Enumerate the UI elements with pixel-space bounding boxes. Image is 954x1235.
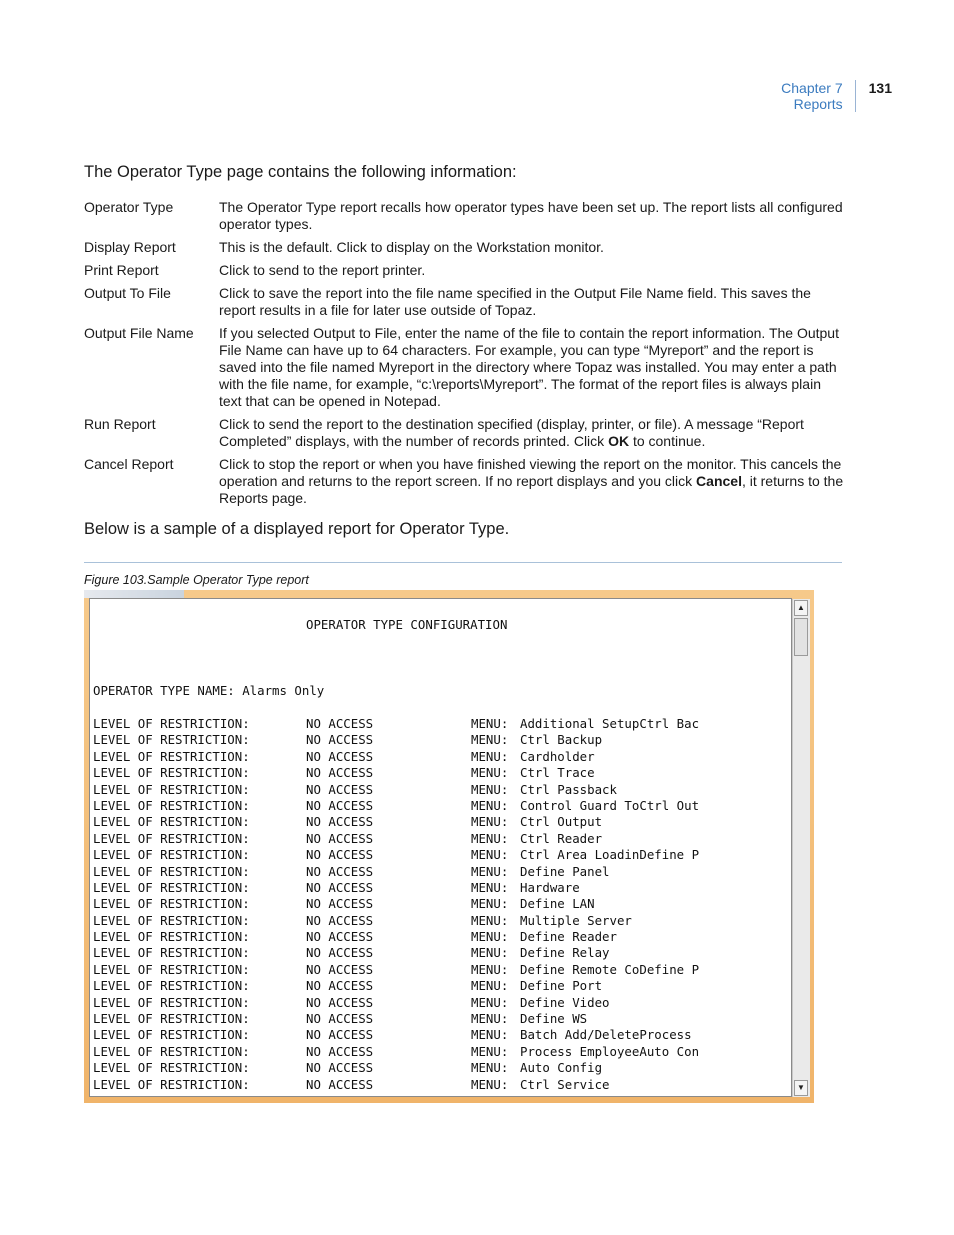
- description-text: to continue.: [629, 433, 706, 449]
- definition-row: [84, 239, 844, 256]
- scrollbar-thumb[interactable]: [794, 618, 808, 656]
- restriction-label: LEVEL OF RESTRICTION:: [93, 929, 250, 945]
- access-value: NO ACCESS: [306, 716, 374, 731]
- chapter-number: Chapter 7: [781, 80, 843, 96]
- menu-name: Define LAN: [520, 896, 595, 912]
- access-value: NO ACCESS: [306, 994, 374, 1010]
- definition-term: Print Report: [84, 262, 159, 278]
- access-value: NO ACCESS: [306, 765, 374, 781]
- restriction-label: LEVEL OF RESTRICTION:: [93, 1076, 250, 1092]
- access-value: NO ACCESS: [306, 945, 374, 961]
- menu-label: MENU:: [471, 797, 509, 813]
- restriction-label: LEVEL OF RESTRICTION:: [93, 814, 250, 830]
- intro-text: The Operator Type page contains the following information:: [84, 163, 517, 181]
- access-value: NO ACCESS: [306, 879, 374, 895]
- description-text: Click to send the report to the destination specified (display, printer, or file). A message “Report Completed” displays, with the number of records printed. Click: [219, 416, 804, 449]
- definition-description: If you selected Output to File, enter the name of the file to contain the report information. The Output File Name can have up to 64 characters. For example, you can type “Myreport” and the report is saved into the file named Myreport in the directory where Topaz was installed. You may enter a path with the file name, for example, “c:\reports\Myreport”. The format of the report files is always plain text that can be opened in Notepad.: [219, 325, 839, 409]
- report-display: [89, 598, 792, 1097]
- sample-intro-text: Below is a sample of a displayed report for Operator Type.: [84, 520, 510, 538]
- definition-description: Click to send to the report printer.: [219, 262, 426, 278]
- restriction-label: LEVEL OF RESTRICTION:: [93, 863, 250, 879]
- definition-description: Click to save the report into the file name specified in the Output File Name field. This saves the report results in a file for later use outside of Topaz.: [219, 285, 811, 318]
- definition-description: This is the default. Click to display on the Workstation monitor.: [219, 239, 604, 255]
- divider: [84, 562, 842, 563]
- menu-name: Define Panel: [520, 863, 610, 879]
- restriction-label: LEVEL OF RESTRICTION:: [93, 961, 250, 977]
- definition-term: Cancel Report: [84, 456, 174, 472]
- access-value: NO ACCESS: [306, 847, 374, 863]
- definition-term: Operator Type: [84, 199, 174, 215]
- restriction-label: LEVEL OF RESTRICTION:: [93, 896, 250, 912]
- access-value: NO ACCESS: [306, 961, 374, 977]
- access-value: NO ACCESS: [306, 1027, 374, 1043]
- report-window: [84, 590, 814, 1103]
- restriction-label: LEVEL OF RESTRICTION:: [93, 1043, 250, 1059]
- scroll-up-button[interactable]: [794, 600, 808, 616]
- down-arrow-icon: ▼: [797, 1083, 805, 1092]
- chapter-label: [781, 80, 855, 112]
- access-value: NO ACCESS: [306, 912, 374, 928]
- menu-label: MENU:: [471, 863, 509, 879]
- restriction-label: LEVEL OF RESTRICTION:: [93, 732, 250, 748]
- description-bold: OK: [608, 433, 630, 449]
- definition-description: [219, 416, 844, 450]
- restriction-label: LEVEL OF RESTRICTION:: [93, 748, 250, 764]
- access-value: NO ACCESS: [306, 830, 374, 846]
- restriction-label: LEVEL OF RESTRICTION:: [93, 765, 250, 781]
- description-bold: Cancel: [696, 473, 742, 489]
- access-value: NO ACCESS: [306, 863, 374, 879]
- definition-term: Run Report: [84, 416, 156, 432]
- restriction-label: LEVEL OF RESTRICTION:: [93, 879, 250, 895]
- menu-label: MENU:: [471, 961, 509, 977]
- restriction-label: LEVEL OF RESTRICTION:: [93, 945, 250, 961]
- menu-name: Ctrl Output: [520, 814, 603, 830]
- restriction-label: LEVEL OF RESTRICTION:: [93, 1011, 250, 1027]
- menu-name: Auto Config: [520, 1060, 603, 1076]
- menu-name: Define WS: [520, 1011, 588, 1027]
- report-title: OPERATOR TYPE CONFIGURATION: [306, 617, 508, 632]
- restriction-label: LEVEL OF RESTRICTION:: [93, 1060, 250, 1076]
- menu-label: MENU:: [471, 978, 509, 994]
- menu-name: Define Video: [520, 994, 610, 1010]
- access-value: NO ACCESS: [306, 781, 374, 797]
- menu-name: Ctrl Backup: [520, 732, 603, 748]
- restriction-label: LEVEL OF RESTRICTION:: [93, 797, 250, 813]
- access-value: NO ACCESS: [306, 1060, 374, 1076]
- access-value: NO ACCESS: [306, 896, 374, 912]
- menu-label: MENU:: [471, 879, 509, 895]
- chapter-title: Reports: [793, 96, 843, 112]
- menu-label: MENU:: [471, 814, 509, 830]
- menu-name: Define Port: [520, 978, 603, 994]
- menu-name: Ctrl Area LoadinDefine P: [520, 847, 700, 863]
- definition-term: Display Report: [84, 239, 176, 255]
- description-text: , it returns to the Reports page.: [219, 473, 844, 506]
- menu-label: MENU:: [471, 1043, 509, 1059]
- access-value: NO ACCESS: [306, 814, 374, 830]
- menu-label: MENU:: [471, 781, 509, 797]
- definition-term: Output File Name: [84, 325, 194, 341]
- menu-name: Ctrl Service: [520, 1076, 610, 1092]
- menu-label: MENU:: [471, 716, 509, 731]
- menu-label: MENU:: [471, 847, 509, 863]
- access-value: NO ACCESS: [306, 978, 374, 994]
- access-value: NO ACCESS: [306, 929, 374, 945]
- definition-term: Output To File: [84, 285, 171, 301]
- restriction-label: LEVEL OF RESTRICTION:: [93, 847, 250, 863]
- up-arrow-icon: ▲: [797, 603, 805, 612]
- page-number: 131: [868, 80, 892, 96]
- menu-label: MENU:: [471, 912, 509, 928]
- menu-label: MENU:: [471, 945, 509, 961]
- menu-name: Hardware: [520, 879, 580, 895]
- menu-label: MENU:: [471, 748, 509, 764]
- page-header: [781, 80, 892, 112]
- restriction-label: LEVEL OF RESTRICTION:: [93, 830, 250, 846]
- access-value: NO ACCESS: [306, 748, 374, 764]
- description-text: Click to stop the report or when you have finished viewing the report on the monitor. This cancels the operation and returns to the report screen. If no report displays and you click: [219, 456, 842, 489]
- menu-name: Cardholder: [520, 748, 595, 764]
- scroll-down-button[interactable]: [794, 1080, 808, 1096]
- menu-name: Ctrl Trace: [520, 765, 595, 781]
- access-value: NO ACCESS: [306, 797, 374, 813]
- menu-label: MENU:: [471, 1027, 509, 1043]
- definition-row: [84, 325, 844, 410]
- definition-description: [219, 456, 844, 507]
- window-title-strip: [84, 590, 184, 598]
- figure-caption: Figure 103.Sample Operator Type report: [84, 573, 309, 587]
- definition-row: [84, 262, 844, 279]
- menu-name: Additional SetupCtrl Bac: [520, 716, 700, 731]
- menu-name: Control Guard ToCtrl Out: [520, 797, 700, 813]
- menu-name: Define Remote CoDefine P: [520, 961, 700, 977]
- access-value: NO ACCESS: [306, 732, 374, 748]
- menu-label: MENU:: [471, 929, 509, 945]
- menu-label: MENU:: [471, 994, 509, 1010]
- restriction-label: LEVEL OF RESTRICTION:: [93, 1027, 250, 1043]
- menu-name: Multiple Server: [520, 912, 632, 928]
- menu-label: MENU:: [471, 896, 509, 912]
- restriction-label: LEVEL OF RESTRICTION:: [93, 994, 250, 1010]
- definition-description: The Operator Type report recalls how operator types have been set up. The report lists all configured operator types.: [219, 199, 843, 232]
- access-value: NO ACCESS: [306, 1011, 374, 1027]
- definition-row: [84, 199, 844, 233]
- menu-label: MENU:: [471, 1011, 509, 1027]
- menu-name: Define Reader: [520, 929, 617, 945]
- menu-label: MENU:: [471, 830, 509, 846]
- definition-row: [84, 416, 844, 450]
- menu-name: Process EmployeeAuto Con: [520, 1043, 700, 1059]
- menu-label: MENU:: [471, 765, 509, 781]
- menu-label: MENU:: [471, 1060, 509, 1076]
- restriction-label: LEVEL OF RESTRICTION:: [93, 716, 250, 731]
- menu-name: Ctrl Passback: [520, 781, 617, 797]
- restriction-label: LEVEL OF RESTRICTION:: [93, 978, 250, 994]
- menu-label: MENU:: [471, 732, 509, 748]
- access-value: NO ACCESS: [306, 1076, 374, 1092]
- menu-label: MENU:: [471, 1076, 509, 1092]
- access-value: NO ACCESS: [306, 1043, 374, 1059]
- menu-name: Ctrl Reader: [520, 830, 603, 846]
- definition-row: [84, 456, 844, 507]
- restriction-label: LEVEL OF RESTRICTION:: [93, 781, 250, 797]
- restriction-label: LEVEL OF RESTRICTION:: [93, 912, 250, 928]
- operator-type-name: OPERATOR TYPE NAME: Alarms Only: [93, 683, 325, 698]
- vertical-scrollbar[interactable]: [792, 599, 810, 1097]
- menu-name: Define Relay: [520, 945, 610, 961]
- definition-list: [84, 199, 844, 513]
- definition-row: [84, 285, 844, 319]
- menu-name: Batch Add/DeleteProcess: [520, 1027, 692, 1043]
